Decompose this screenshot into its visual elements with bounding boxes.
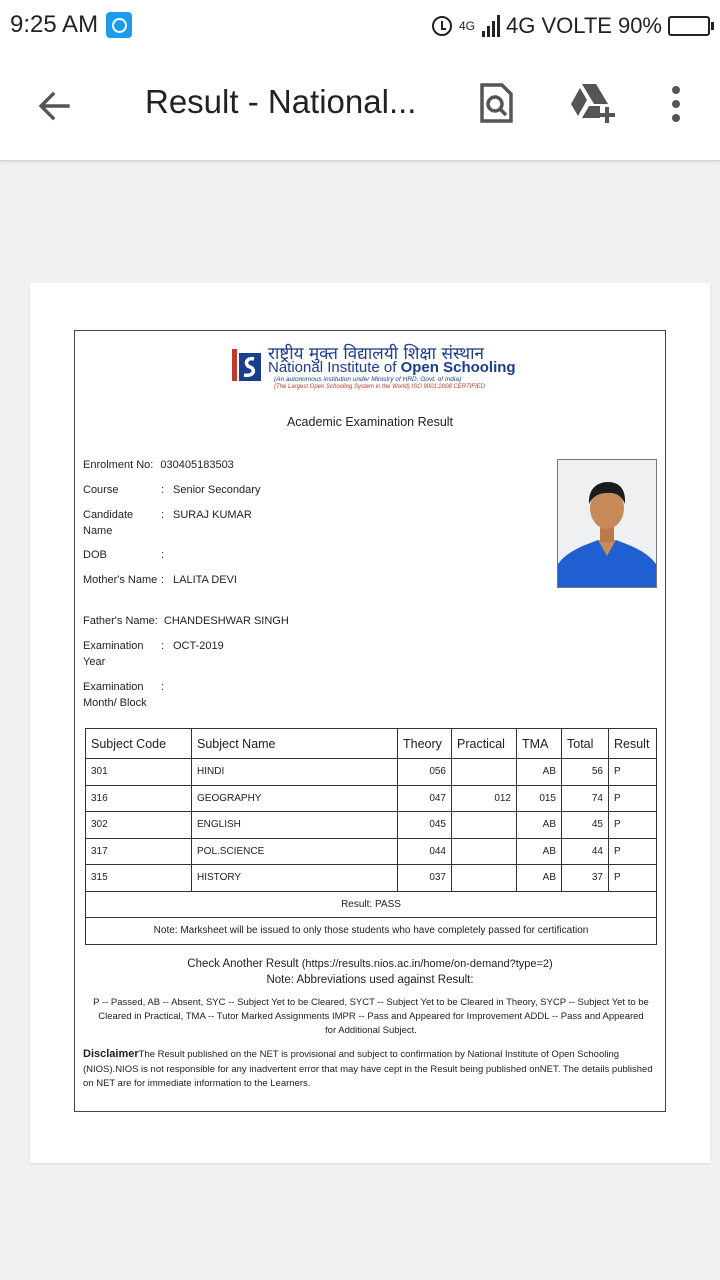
disclaimer-text: The Result published on the NET is provisional and subject to confirmation by National Institute of Open Schooling (NIOS).NIOS is not responsible for any inadvertent error that may have cept in the Result being published onNET. The details published on NET are for immediate information to the Learners. [83,1049,653,1089]
exam-block-label: Examination Month/ Block [83,681,147,709]
result-summary-row [86,891,657,918]
network-small-label: 4G [458,19,475,33]
exam-year-label: Examination Year [83,640,144,668]
cell-tma: AB [517,759,562,786]
candidate-row: Candidate Name: SURAJ KUMAR [83,509,252,537]
table-row [86,759,657,786]
cell-name: POL.SCIENCE [192,838,398,865]
dob-label: DOB [83,549,107,561]
logo-hindi-text: राष्ट्रीय मुक्त विद्यालयी शिक्षा संस्थान [268,344,484,364]
cell-code: 301 [86,759,192,786]
cell-practical [452,759,517,786]
logo-certification: (The Largest Open Schooling System in the World) ISO 9001:2008 CERTIFIED [274,384,485,390]
cell-total: 44 [562,838,609,865]
document-page [30,283,710,1163]
cell-name: GEOGRAPHY [192,785,398,812]
cell-theory: 045 [398,812,452,839]
back-arrow-icon[interactable] [34,86,74,126]
cell-result: P [609,812,657,839]
table-row [86,865,657,892]
mother-label: Mother's Name [83,574,158,586]
col-total: Total [562,729,609,759]
table-header-row [86,729,657,759]
col-theory: Theory [398,729,452,759]
document-title: Result - National... [145,83,417,120]
logo-subtitle: (An autonomous institution under Ministry of HRD, Govt. of India) [274,376,462,383]
cell-theory: 044 [398,838,452,865]
logo-name-prefix: National Institute of [268,359,397,376]
candidate-value: SURAJ KUMAR [173,509,252,521]
cell-result: P [609,865,657,892]
check-another-label: Check Another Result [187,958,299,970]
cell-result: P [609,838,657,865]
exam-year-row: Examination Year: OCT-2019 [83,640,224,668]
status-bar [0,0,720,52]
disclaimer [83,1047,659,1092]
enrolment-row: Enrolment No: 030405183503 [83,459,234,471]
cell-code: 315 [86,865,192,892]
col-subject-code: Subject Code [86,729,192,759]
cell-theory: 056 [398,759,452,786]
enrolment-label: Enrolment No [83,459,151,471]
check-another-link[interactable]: (https://results.nios.ac.in/home/on-demand?type=2) [301,958,553,970]
candidate-photo-icon [558,460,656,587]
result-sheet [74,330,666,1112]
candidate-label: Candidate Name [83,509,134,537]
col-tma: TMA [517,729,562,759]
result-heading: Academic Examination Result [286,415,454,429]
cell-practical [452,838,517,865]
father-value: CHANDESHWAR SINGH [163,615,289,627]
cell-name: HINDI [192,759,398,786]
status-indicators [432,12,710,40]
table-row [86,812,657,839]
mother-value: LALITA DEVI [173,574,237,586]
cell-code: 316 [86,785,192,812]
course-row: Course : Senior Secondary [83,484,261,496]
nios-emblem-icon [230,347,264,383]
dob-row: DOB : [83,549,165,561]
signal-icon [482,15,500,37]
more-vertical-icon[interactable] [668,84,684,124]
marks-table [85,728,657,945]
enrolment-value: 030405183503 [160,459,234,471]
cell-tma: AB [517,865,562,892]
exam-block-row: Examination Month/ Block: [83,681,165,709]
cell-code: 302 [86,812,192,839]
cell-practical [452,812,517,839]
cell-tma: AB [517,812,562,839]
logo-english-text [268,359,516,376]
father-row: Father's Name: CHANDESHWAR SINGH [83,615,289,627]
col-subject-name: Subject Name [192,729,398,759]
cell-name: ENGLISH [192,812,398,839]
exam-year-value: OCT-2019 [173,640,224,652]
abbreviation-note: Note: Abbreviations used against Result: [266,974,474,986]
cell-theory: 037 [398,865,452,892]
result-summary: Result: PASS [86,891,657,918]
marksheet-note-row [86,918,657,945]
cell-practical: 012 [452,785,517,812]
father-label: Father's Name [83,615,155,627]
battery-percent: 90% [617,13,662,38]
abbreviation-text: P -- Passed, AB -- Absent, SYC -- Subject Yet to be Cleared, SYCT -- Subject Yet to be Cleared in Theory, SYCP -- Subject Yet to be Cleared in Practical, TMA -- Tutor Marked Assignments IMPR -- Pass and Appeared for Improvement ADDL -- Pass and Appeared for Additional Subject. [93,997,649,1036]
cell-tma: AB [517,838,562,865]
cell-code: 317 [86,838,192,865]
nios-logo [230,341,520,393]
marksheet-note: Note: Marksheet will be issued to only those students who have completely passed for certification [86,918,657,945]
course-label: Course [83,484,119,496]
cell-total: 56 [562,759,609,786]
cell-theory: 047 [398,785,452,812]
table-row [86,785,657,812]
logo-name-bold: Open Schooling [400,359,516,376]
status-time: 9:25 AM [10,11,99,38]
cell-total: 37 [562,865,609,892]
cell-name: HISTORY [192,865,398,892]
alarm-icon [432,16,452,36]
disclaimer-label: Disclaimer [83,1048,139,1060]
network-label: 4G VOLTE [505,13,612,38]
candidate-photo [557,459,657,588]
cell-result: P [609,785,657,812]
check-another-line [75,958,665,970]
app-bar [0,52,720,161]
col-result: Result [609,729,657,759]
course-value: Senior Secondary [173,484,261,496]
cell-total: 45 [562,812,609,839]
notification-app-icon [106,12,132,38]
cell-total: 74 [562,785,609,812]
cell-result: P [609,759,657,786]
cell-tma: 015 [517,785,562,812]
cell-practical [452,865,517,892]
search-document-icon[interactable] [478,82,514,124]
drive-add-icon[interactable] [568,82,616,124]
battery-icon [668,16,710,36]
col-practical: Practical [452,729,517,759]
table-row [86,838,657,865]
mother-row: Mother's Name : LALITA DEVI [83,574,237,586]
